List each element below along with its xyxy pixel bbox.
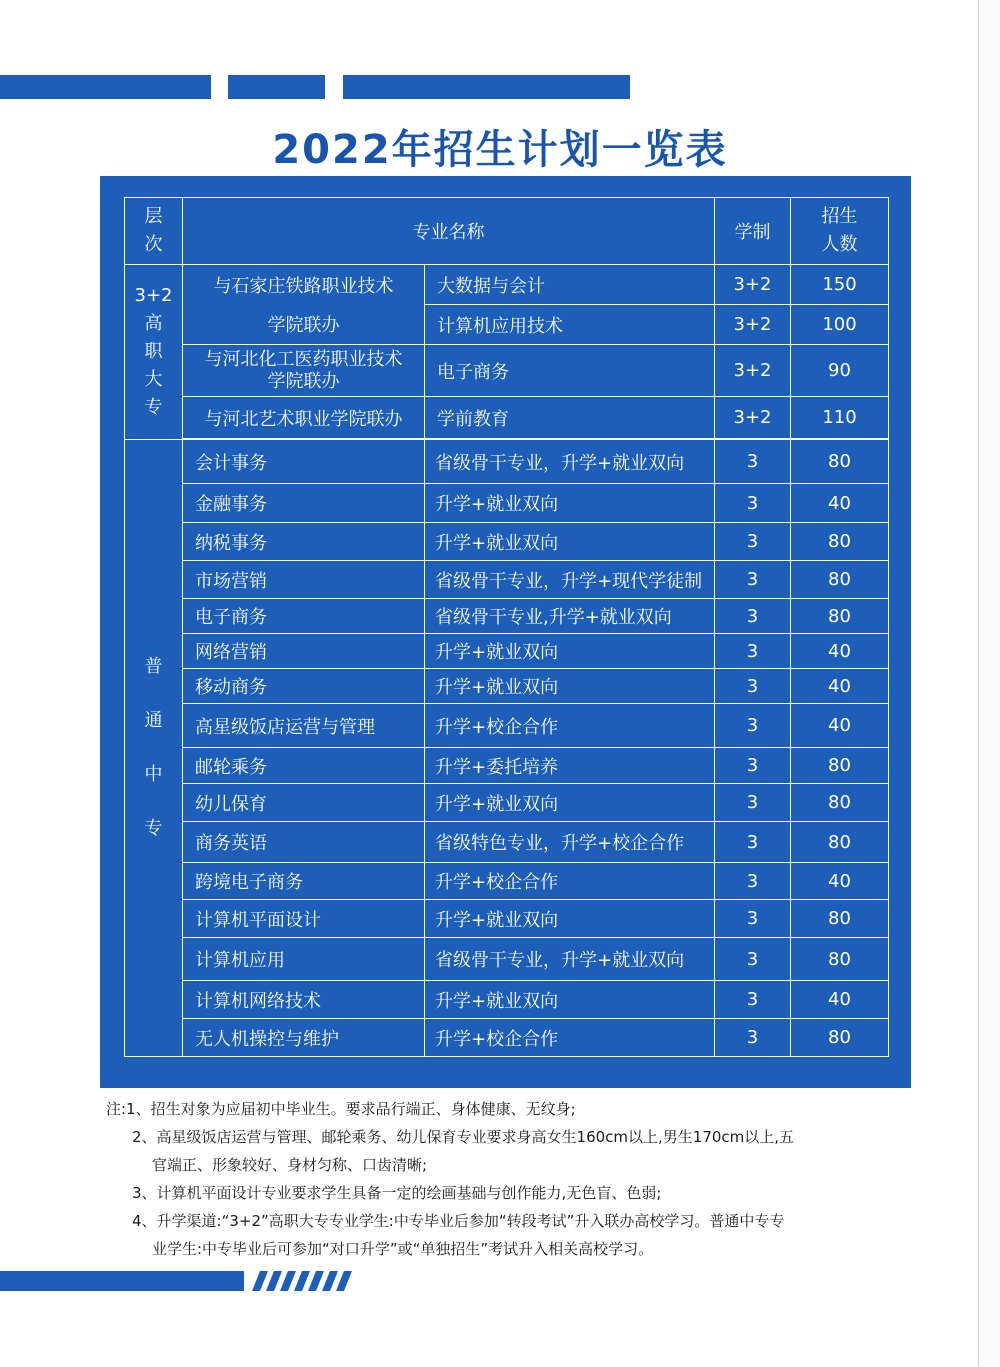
duration-cell: 3 <box>715 440 791 484</box>
note-4-cont: 业学生:中专毕业后可参加“对口升学”或“单独招生”考试升入相关高校学习。 <box>152 1240 654 1258</box>
major-cell: 金融事务 <box>183 484 425 523</box>
major-cell: 无人机操控与维护 <box>183 1019 425 1057</box>
table-row <box>125 900 889 938</box>
duration-cell: 3 <box>715 669 791 704</box>
duration-cell: 3 <box>715 822 791 863</box>
header-duration: 学制 <box>715 198 791 265</box>
duration-cell: 3+2 <box>715 265 791 305</box>
note-cell: 升学+校企合作 <box>425 704 715 748</box>
note-cell: 升学+就业双向 <box>425 900 715 938</box>
table-row <box>125 1019 889 1057</box>
count-cell: 90 <box>791 345 889 397</box>
table-row <box>125 634 889 669</box>
count-cell: 80 <box>791 561 889 599</box>
note-cell: 省级骨干专业,升学+就业双向 <box>425 599 715 634</box>
table-row <box>125 863 889 900</box>
major-cell: 高星级饭店运营与管理 <box>183 704 425 748</box>
table-row <box>125 561 889 599</box>
level-cell-g2: 普 通 中 专 <box>125 440 183 1057</box>
partner-p1-line1: 与石家庄铁路职业技术 <box>183 265 425 305</box>
notes <box>106 1095 916 1263</box>
count-cell: 40 <box>791 981 889 1019</box>
duration-cell: 3 <box>715 1019 791 1057</box>
note-cell: 升学+就业双向 <box>425 484 715 523</box>
header-major: 专业名称 <box>183 198 715 265</box>
header-enroll: 招生 人数 <box>791 198 889 265</box>
duration-cell: 3 <box>715 748 791 784</box>
table-row <box>125 938 889 981</box>
header-row <box>125 198 889 265</box>
count-cell: 40 <box>791 669 889 704</box>
table-row <box>125 523 889 561</box>
duration-cell: 3 <box>715 523 791 561</box>
page-edge-line <box>978 0 979 1367</box>
count-cell: 40 <box>791 634 889 669</box>
table-row <box>125 599 889 634</box>
count-cell: 80 <box>791 784 889 822</box>
note-cell: 升学+就业双向 <box>425 981 715 1019</box>
duration-cell: 3+2 <box>715 397 791 439</box>
note-cell: 升学+就业双向 <box>425 523 715 561</box>
duration-cell: 3 <box>715 863 791 900</box>
duration-cell: 3 <box>715 938 791 981</box>
table-row <box>125 440 889 484</box>
note-cell: 省级特色专业，升学+校企合作 <box>425 822 715 863</box>
major-cell: 邮轮乘务 <box>183 748 425 784</box>
table-row <box>125 669 889 704</box>
table-row <box>125 981 889 1019</box>
count-cell: 80 <box>791 599 889 634</box>
note-2-cont: 官端正、形象较好、身材匀称、口齿清晰; <box>152 1156 428 1174</box>
note-cell: 省级骨干专业，升学+就业双向 <box>425 938 715 981</box>
major-cell: 会计事务 <box>183 440 425 484</box>
count-cell: 80 <box>791 822 889 863</box>
partner-p3: 与河北艺术职业学院联办 <box>183 397 425 439</box>
note-4: 4、升学渠道:“3+2”高职大专专业学生:中专毕业后参加“转段考试”升入联办高校学习。普通中专专 <box>132 1212 785 1230</box>
count-cell: 100 <box>791 305 889 345</box>
footer-stripes <box>244 1271 364 1291</box>
partner-p1-line2: 学院联办 <box>183 305 425 345</box>
major-cell: 学前教育 <box>425 397 715 439</box>
note-cell: 升学+校企合作 <box>425 863 715 900</box>
header-bar-3 <box>343 75 630 99</box>
major-cell: 计算机应用技术 <box>425 305 715 345</box>
count-cell: 80 <box>791 900 889 938</box>
table-row <box>125 305 889 345</box>
duration-cell: 3 <box>715 599 791 634</box>
major-cell: 幼儿保育 <box>183 784 425 822</box>
duration-cell: 3+2 <box>715 305 791 345</box>
count-cell: 40 <box>791 484 889 523</box>
duration-cell: 3 <box>715 784 791 822</box>
note-cell: 升学+校企合作 <box>425 1019 715 1057</box>
table-row <box>125 784 889 822</box>
table-row <box>125 345 889 397</box>
major-cell: 电子商务 <box>425 345 715 397</box>
major-cell: 移动商务 <box>183 669 425 704</box>
table-row <box>125 265 889 305</box>
duration-cell: 3+2 <box>715 345 791 397</box>
duration-cell: 3 <box>715 981 791 1019</box>
note-cell: 省级骨干专业，升学+现代学徒制 <box>425 561 715 599</box>
major-cell: 网络营销 <box>183 634 425 669</box>
level-cell-g1: 3+2 高 职 大 专 <box>125 265 183 440</box>
note-3: 3、计算机平面设计专业要求学生具备一定的绘画基础与创作能力,无色盲、色弱; <box>132 1184 662 1202</box>
table-row <box>125 748 889 784</box>
note-cell: 升学+委托培养 <box>425 748 715 784</box>
major-cell: 大数据与会计 <box>425 265 715 305</box>
enrollment-table <box>124 197 889 1057</box>
partner-p2: 与河北化工医药职业技术 学院联办 <box>183 345 425 397</box>
major-cell: 跨境电子商务 <box>183 863 425 900</box>
count-cell: 80 <box>791 523 889 561</box>
table-row <box>125 704 889 748</box>
duration-cell: 3 <box>715 634 791 669</box>
note-cell: 升学+就业双向 <box>425 784 715 822</box>
major-cell: 商务英语 <box>183 822 425 863</box>
header-level: 层 次 <box>125 198 183 265</box>
count-cell: 40 <box>791 863 889 900</box>
table-row <box>125 822 889 863</box>
table-row <box>125 484 889 523</box>
major-cell: 电子商务 <box>183 599 425 634</box>
count-cell: 150 <box>791 265 889 305</box>
count-cell: 80 <box>791 938 889 981</box>
major-cell: 计算机平面设计 <box>183 900 425 938</box>
footer-bar <box>0 1271 244 1291</box>
duration-cell: 3 <box>715 484 791 523</box>
table-row <box>125 397 889 439</box>
major-cell: 计算机网络技术 <box>183 981 425 1019</box>
major-cell: 市场营销 <box>183 561 425 599</box>
note-cell: 省级骨干专业，升学+就业双向 <box>425 440 715 484</box>
duration-cell: 3 <box>715 704 791 748</box>
note-2: 2、高星级饭店运营与管理、邮轮乘务、幼儿保育专业要求身高女生160cm以上,男生170cm以上,五 <box>132 1128 795 1146</box>
note-cell: 升学+就业双向 <box>425 669 715 704</box>
count-cell: 110 <box>791 397 889 439</box>
major-cell: 计算机应用 <box>183 938 425 981</box>
count-cell: 80 <box>791 748 889 784</box>
header-bar-2 <box>228 75 325 99</box>
header-bar-1 <box>0 75 211 99</box>
duration-cell: 3 <box>715 900 791 938</box>
count-cell: 80 <box>791 440 889 484</box>
duration-cell: 3 <box>715 561 791 599</box>
count-cell: 40 <box>791 704 889 748</box>
note-1: 注:1、招生对象为应届初中毕业生。要求品行端正、身体健康、无纹身; <box>106 1100 576 1118</box>
page-title: 2022年招生计划一览表 <box>272 127 728 173</box>
count-cell: 80 <box>791 1019 889 1057</box>
note-cell: 升学+就业双向 <box>425 634 715 669</box>
major-cell: 纳税事务 <box>183 523 425 561</box>
page-edge <box>979 0 1000 1367</box>
